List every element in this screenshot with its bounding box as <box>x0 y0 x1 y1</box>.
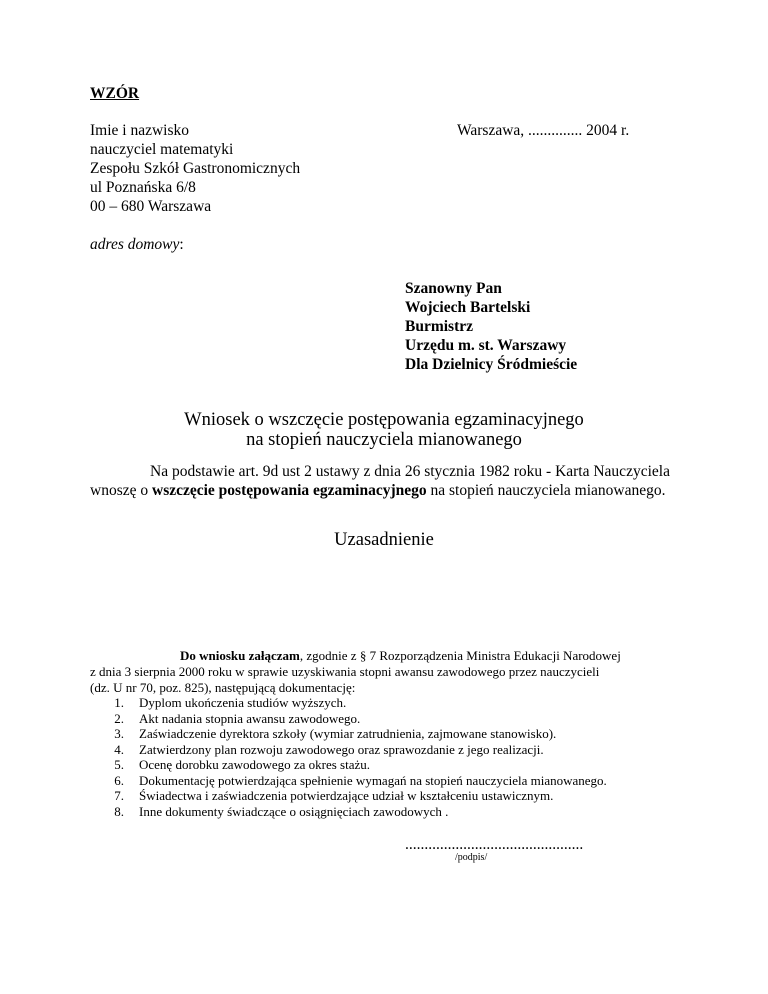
document-title-line-1: Wniosek o wszczęcie postępowania egzaminacyjnego <box>184 410 584 430</box>
list-item-number: 4. <box>114 741 124 757</box>
home-address-label-text: adres domowy <box>90 236 180 253</box>
home-address-label <box>90 235 184 254</box>
list-item <box>90 788 607 804</box>
document-title-line-2: na stopień nauczyciela mianowanego <box>246 430 522 450</box>
list-item-text: Ocenę dorobku zawodowego za okres stażu. <box>139 757 371 772</box>
sender-city: 00 – 680 Warszawa <box>90 198 212 215</box>
list-item <box>90 757 607 773</box>
attachments-intro-line-2: z dnia 3 sierpnia 2000 roku w sprawie uzyskiwania stopni awansu zawodowego przez nauczycieli <box>90 664 600 679</box>
sender-street: ul Poznańska 6/8 <box>90 179 196 196</box>
template-label: WZÓR <box>90 85 140 102</box>
document-title <box>0 410 768 450</box>
list-item <box>90 726 607 742</box>
list-item-text: Zaświadczenie dyrektora szkoły (wymiar zatrudnienia, zajmowane stanowisko). <box>139 726 557 741</box>
body-line-2-bold: wszczęcie postępowania egzaminacyjnego <box>152 482 427 499</box>
recipient-name: Wojciech Bartelski <box>405 299 531 316</box>
body-line-2 <box>90 481 666 500</box>
attachments-intro-line-3: (dz. U nr 70, poz. 825), następującą dokumentację: <box>90 680 356 695</box>
body-line-1: Na podstawie art. 9d ust 2 ustawy z dnia 26 stycznia 1982 roku - Karta Nauczyciela <box>150 463 670 480</box>
list-item-number: 5. <box>114 757 124 772</box>
sender-position: nauczyciel matematyki <box>90 141 234 158</box>
body-line-2-suffix: na stopień nauczyciela mianowanego. <box>426 482 666 499</box>
signature-line: .............................................. <box>405 836 584 853</box>
list-item-number: 1. <box>114 695 124 710</box>
list-item-text: Dyplom ukończenia studiów wyższych. <box>139 695 347 710</box>
recipient-office: Urzędu m. st. Warszawy <box>405 337 567 354</box>
list-item-text: Akt nadania stopnia awansu zawodowego. <box>139 710 361 726</box>
list-item-text: Świadectwa i zaświadczenia potwierdzające udział w kształceniu ustawicznym. <box>139 788 554 803</box>
list-item-text: Zatwierdzony plan rozwoju zawodowego oraz sprawozdanie z jego realizacji. <box>139 741 544 757</box>
sender-school: Zespołu Szkół Gastronomicznych <box>90 160 301 177</box>
list-item <box>90 804 607 820</box>
attachments-intro-line-1 <box>180 648 621 664</box>
recipient-district: Dla Dzielnicy Śródmieście <box>405 356 578 373</box>
body-line-2-prefix: wnoszę o <box>90 482 152 499</box>
recipient-title: Burmistrz <box>405 318 474 335</box>
attachments-list <box>90 695 607 819</box>
list-item <box>90 711 607 727</box>
list-item-number: 2. <box>114 710 124 726</box>
list-item-text: Inne dokumenty świadczące o osiągnięciach zawodowych . <box>139 803 449 819</box>
list-item <box>90 773 607 789</box>
recipient-salutation: Szanowny Pan <box>405 280 502 297</box>
list-item-number: 6. <box>114 772 124 788</box>
recipient-block <box>405 279 577 374</box>
place-date: Warszawa, .............. 2004 r. <box>457 122 630 139</box>
list-item <box>90 742 607 758</box>
signature-caption: /podpis/ <box>455 852 488 863</box>
list-item <box>90 695 607 711</box>
list-item-number: 3. <box>114 726 124 741</box>
attachments-intro-rest: , zgodnie z § 7 Rozporządzenia Ministra Edukacji Narodowej <box>299 648 621 663</box>
sender-name: Imie i nazwisko <box>90 122 190 139</box>
list-item-text: Dokumentację potwierdzająca spełnienie wymagań na stopień nauczyciela mianowanego. <box>139 772 607 788</box>
list-item-number: 7. <box>114 788 124 803</box>
list-item-number: 8. <box>114 803 124 819</box>
justification-heading: Uzasadnienie <box>334 530 434 550</box>
home-address-colon: : <box>179 236 184 253</box>
sender-block <box>90 121 300 216</box>
attachments-intro-bold: Do wniosku załączam <box>180 648 300 663</box>
